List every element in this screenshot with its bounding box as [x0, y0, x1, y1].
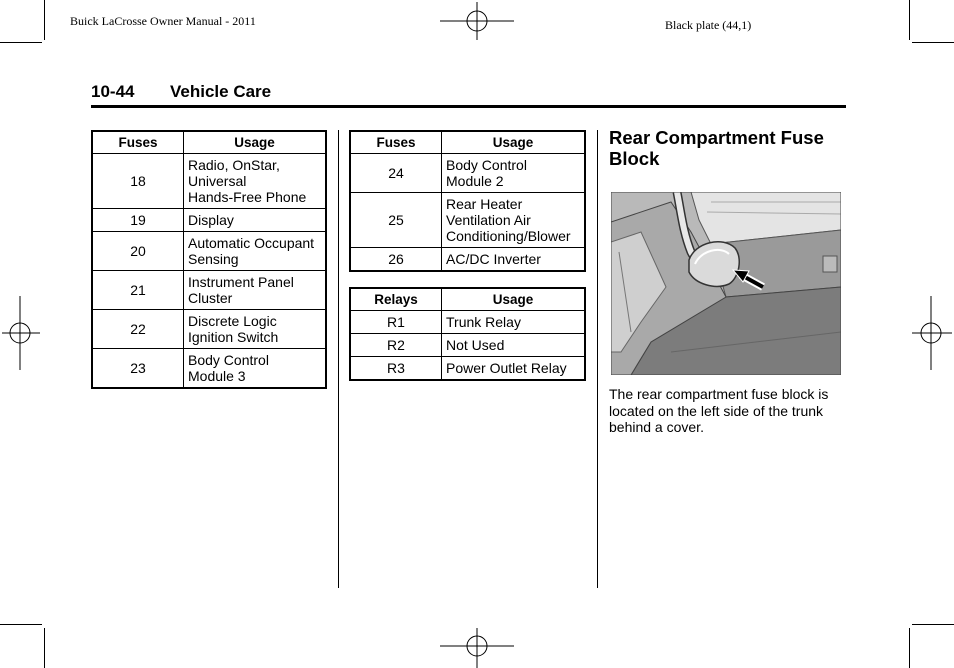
- table-header: Relays: [350, 288, 442, 311]
- table-cell-id: 20: [92, 232, 184, 271]
- table-cell-id: R3: [350, 357, 442, 381]
- registration-mark-top-icon: [440, 2, 516, 42]
- table-header: Usage: [442, 131, 586, 154]
- usage-line: Not Used: [446, 337, 505, 353]
- table-cell-id: 23: [92, 349, 184, 389]
- usage-line: Discrete Logic: [188, 313, 277, 329]
- section-title: Rear Compartment Fuse Block: [609, 127, 824, 169]
- table-cell-usage: [184, 271, 327, 310]
- table-cell-id: 21: [92, 271, 184, 310]
- column-divider-1: [338, 130, 339, 588]
- usage-line: Module 2: [446, 173, 504, 189]
- table-cell-usage: [184, 209, 327, 232]
- fuses-table-1: [91, 130, 327, 389]
- table-header: Usage: [184, 131, 327, 154]
- column-divider-2: [597, 130, 598, 588]
- usage-line: Body Control: [188, 352, 269, 368]
- table-cell-id: 26: [350, 248, 442, 272]
- table-row: [350, 334, 585, 357]
- table-cell-usage: [442, 193, 586, 248]
- usage-line: Body Control: [446, 157, 527, 173]
- usage-line: Power Outlet Relay: [446, 360, 567, 376]
- table-cell-usage: [184, 232, 327, 271]
- table-row: [350, 357, 585, 381]
- table-row: [92, 232, 326, 271]
- usage-line: Conditioning/Blower: [446, 228, 571, 244]
- running-header-left: Buick LaCrosse Owner Manual - 2011: [70, 14, 256, 28]
- table-cell-usage: [442, 154, 586, 193]
- trunk-fuse-block-illustration: [611, 192, 841, 375]
- registration-mark-left-icon: [2, 296, 42, 372]
- table-row: [92, 209, 326, 232]
- usage-line: Trunk Relay: [446, 314, 521, 330]
- table-cell-usage: [184, 154, 327, 209]
- table-cell-usage: [442, 311, 586, 334]
- fuses-table-2: [349, 130, 586, 272]
- table-row: [92, 154, 326, 209]
- usage-line: Automatic Occupant: [188, 235, 315, 251]
- section-body-text: The rear compartment fuse block is located on the left side of the trunk behind a cover.: [609, 386, 829, 435]
- usage-line: Universal: [188, 173, 247, 189]
- usage-line: Radio, OnStar,: [188, 157, 280, 173]
- table-cell-usage: [442, 357, 586, 381]
- table-cell-id: 18: [92, 154, 184, 209]
- table-cell-id: 22: [92, 310, 184, 349]
- usage-line: AC/DC Inverter: [446, 251, 541, 267]
- table-cell-usage: [442, 248, 586, 272]
- running-header-right: Black plate (44,1): [665, 18, 752, 32]
- usage-line: Module 3: [188, 368, 246, 384]
- usage-line: Rear Heater: [446, 196, 523, 212]
- table-cell-usage: [184, 349, 327, 389]
- table-header: Fuses: [350, 131, 442, 154]
- page-title: Vehicle Care: [170, 82, 272, 101]
- table-cell-id: R1: [350, 311, 442, 334]
- table-row: [92, 310, 326, 349]
- usage-line: Cluster: [188, 290, 233, 306]
- table-cell-usage: [184, 310, 327, 349]
- table-row: [92, 349, 326, 389]
- table-cell-usage: [442, 334, 586, 357]
- usage-line: Sensing: [188, 251, 239, 267]
- registration-mark-right-icon: [912, 296, 952, 372]
- table-row: [92, 271, 326, 310]
- table-cell-id: 25: [350, 193, 442, 248]
- table-header: Fuses: [92, 131, 184, 154]
- usage-line: Ventilation Air: [446, 212, 531, 228]
- table-header: Usage: [442, 288, 586, 311]
- usage-line: Instrument Panel: [188, 274, 294, 290]
- relays-table: [349, 287, 586, 381]
- table-row: [350, 193, 585, 248]
- table-row: [350, 311, 585, 334]
- table-cell-id: 24: [350, 154, 442, 193]
- registration-mark-bottom-icon: [440, 628, 516, 668]
- table-row: [350, 154, 585, 193]
- page-number: 10-44: [91, 82, 135, 101]
- table-cell-id: R2: [350, 334, 442, 357]
- table-row: [350, 248, 585, 272]
- usage-line: Ignition Switch: [188, 329, 279, 345]
- usage-line: Hands-Free Phone: [188, 189, 307, 205]
- usage-line: Display: [188, 212, 234, 228]
- page-header: [91, 81, 846, 108]
- table-cell-id: 19: [92, 209, 184, 232]
